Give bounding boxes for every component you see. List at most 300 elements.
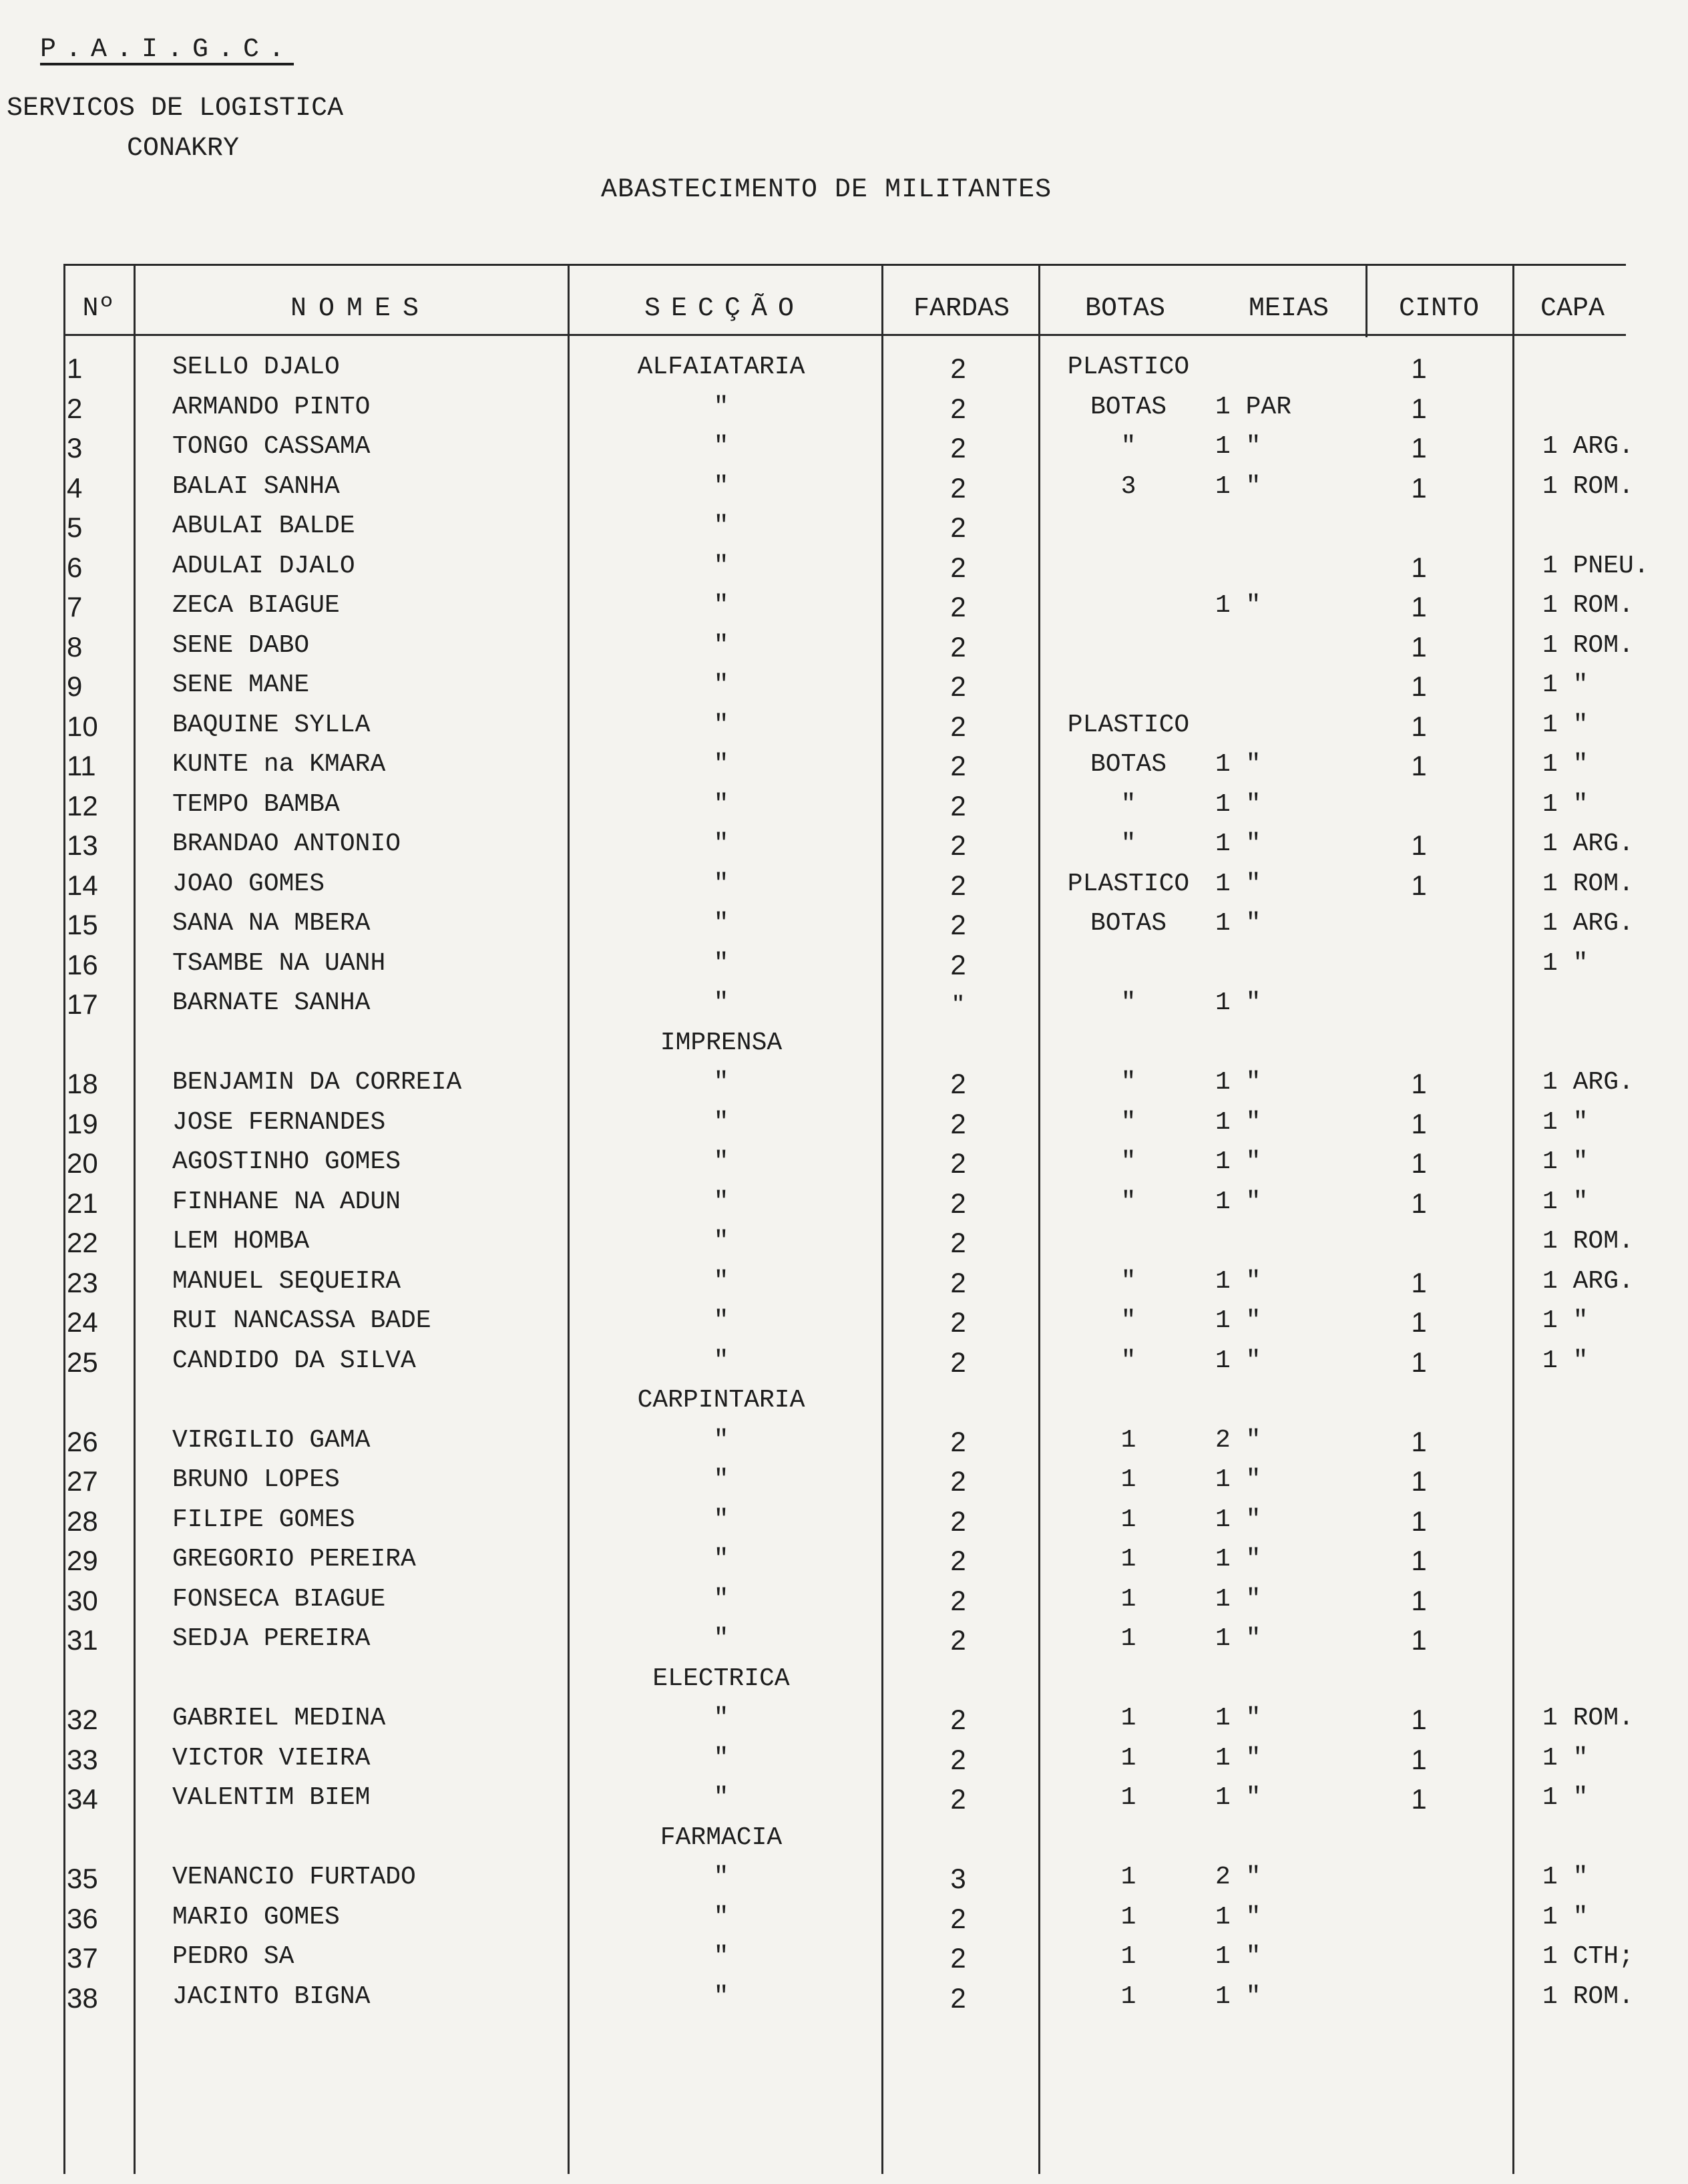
row-botas: "	[1120, 830, 1136, 858]
row-capa: 1 "	[1542, 1902, 1589, 1932]
row-number: 1	[67, 353, 83, 384]
row-capa: 1 ROM.	[1542, 1227, 1634, 1256]
row-name: BARNATE SANHA	[172, 988, 371, 1017]
table-row	[0, 432, 1688, 471]
row-name: LEM HOMBA	[172, 1227, 310, 1256]
row-capa: 1 "	[1542, 671, 1589, 699]
row-number: 9	[67, 671, 83, 702]
row-cinto: 1	[1411, 710, 1427, 742]
row-cinto: 1	[1411, 1068, 1427, 1099]
row-cinto: 1	[1411, 1704, 1427, 1735]
row-name: AGOSTINHO GOMES	[172, 1147, 401, 1176]
row-section: "	[713, 591, 729, 620]
table-row	[0, 909, 1688, 948]
row-name: ABULAI BALDE	[172, 512, 355, 540]
row-number: 24	[67, 1306, 98, 1338]
row-botas: 1	[1120, 1982, 1136, 2011]
row-number: 10	[67, 710, 98, 742]
table-row	[0, 671, 1688, 709]
row-fardas: 2	[950, 1425, 966, 1457]
row-fardas: 2	[950, 353, 966, 384]
row-fardas: 2	[950, 512, 966, 543]
row-capa: 1 "	[1542, 1743, 1589, 1773]
row-fardas: 2	[950, 1187, 966, 1219]
row-botas: BOTAS	[1090, 750, 1167, 779]
row-section: "	[713, 988, 729, 1017]
row-name: FONSECA BIAGUE	[172, 1584, 386, 1614]
row-name: SENE DABO	[172, 630, 310, 660]
row-fardas: 2	[950, 591, 966, 622]
row-fardas: "	[953, 988, 964, 1020]
row-fardas: 2	[950, 1942, 966, 1974]
row-cinto: 1	[1411, 1107, 1427, 1139]
row-capa: 1 "	[1542, 1107, 1589, 1137]
row-capa: 1 ROM.	[1542, 472, 1634, 501]
row-meias: 1 "	[1215, 591, 1261, 620]
row-fardas: 2	[950, 1584, 966, 1616]
row-meias: 1 "	[1215, 472, 1261, 501]
section-heading: ELECTRICA	[652, 1664, 790, 1693]
row-fardas: 2	[950, 1465, 966, 1497]
row-number: 14	[67, 869, 98, 901]
row-name: ZECA BIAGUE	[172, 591, 340, 620]
row-section: "	[713, 1624, 729, 1653]
row-fardas: 2	[950, 1068, 966, 1099]
row-botas: 1	[1120, 1465, 1136, 1494]
row-meias: 1 "	[1215, 750, 1261, 779]
row-number: 22	[67, 1227, 98, 1258]
row-fardas: 2	[950, 1704, 966, 1735]
row-cinto: 1	[1411, 1743, 1427, 1775]
row-section: "	[713, 1783, 729, 1812]
document-title: ABASTECIMENTO DE MILITANTES	[601, 175, 1052, 205]
row-capa: 1 ROM.	[1542, 1982, 1634, 2011]
row-botas: BOTAS	[1090, 392, 1167, 421]
row-number: 17	[67, 988, 98, 1020]
row-cinto: 1	[1411, 1584, 1427, 1616]
row-capa: 1 PNEU.	[1542, 551, 1649, 580]
row-capa: 1 ARG.	[1542, 1068, 1634, 1097]
col-header-fardas: FARDAS	[913, 294, 1010, 324]
table-row	[0, 790, 1688, 829]
table-row	[0, 1982, 1688, 2021]
row-name: BAQUINE SYLLA	[172, 710, 371, 739]
row-capa: 1 "	[1542, 948, 1589, 978]
row-number: 12	[67, 789, 98, 822]
row-name: RUI NANCASSA BADE	[172, 1306, 431, 1335]
row-capa: 1 ARG.	[1542, 1266, 1634, 1296]
row-fardas: 2	[950, 830, 966, 861]
table-row	[0, 1942, 1688, 1981]
row-fardas: 2	[950, 1783, 966, 1815]
row-section: "	[713, 1743, 729, 1773]
row-fardas: 2	[950, 671, 966, 702]
row-meias: 1 "	[1215, 1187, 1261, 1216]
row-fardas: 2	[950, 1227, 966, 1258]
row-botas: "	[1120, 1147, 1136, 1176]
table-row	[0, 1465, 1688, 1504]
row-capa: 1 "	[1542, 1863, 1589, 1891]
row-section: "	[713, 1147, 729, 1176]
row-botas: 1	[1120, 1783, 1136, 1812]
row-botas: 1	[1120, 1545, 1136, 1574]
row-name: VICTOR VIEIRA	[172, 1743, 371, 1773]
row-name: VIRGILIO GAMA	[172, 1425, 371, 1455]
row-section: "	[713, 789, 729, 819]
department-name: SERVICOS DE LOGISTICA	[7, 94, 344, 124]
row-meias: 1 "	[1215, 830, 1261, 858]
row-name: CANDIDO DA SILVA	[172, 1346, 416, 1375]
table-row	[0, 1346, 1688, 1385]
row-cinto: 1	[1411, 1465, 1427, 1497]
table-row	[0, 1227, 1688, 1266]
row-name: MARIO GOMES	[172, 1902, 340, 1932]
row-section: "	[713, 710, 729, 739]
row-section: "	[713, 1068, 729, 1097]
col-header-meias: MEIAS	[1248, 294, 1329, 324]
row-botas: "	[1120, 432, 1136, 461]
row-meias: 1 "	[1215, 1584, 1261, 1614]
row-number: 25	[67, 1346, 98, 1378]
row-number: 35	[67, 1863, 98, 1894]
row-capa: 1 "	[1542, 1147, 1589, 1176]
row-number: 18	[67, 1068, 98, 1099]
row-number: 29	[67, 1545, 98, 1576]
row-botas: 1	[1120, 1743, 1136, 1773]
row-number: 33	[67, 1743, 98, 1775]
row-capa: 1 "	[1542, 1783, 1589, 1812]
table-row	[0, 988, 1688, 1027]
row-cinto: 1	[1411, 353, 1427, 384]
row-number: 27	[67, 1465, 98, 1497]
row-capa: 1 "	[1542, 1306, 1589, 1335]
row-name: GABRIEL MEDINA	[172, 1704, 386, 1733]
row-meias: 1 "	[1215, 1624, 1261, 1653]
row-number: 5	[67, 512, 83, 543]
row-section: "	[713, 1107, 729, 1137]
table-row	[0, 870, 1688, 908]
row-fardas: 2	[950, 909, 966, 940]
row-name: FILIPE GOMES	[172, 1505, 355, 1534]
row-botas: 1	[1120, 1505, 1136, 1534]
row-cinto: 1	[1411, 1306, 1427, 1338]
row-number: 38	[67, 1982, 98, 2014]
row-cinto: 1	[1411, 1505, 1427, 1537]
table-row	[0, 1505, 1688, 1544]
row-botas: 1	[1120, 1425, 1136, 1455]
row-meias: 1 "	[1215, 1545, 1261, 1574]
row-botas: "	[1120, 1346, 1136, 1375]
row-name: PEDRO SA	[172, 1942, 294, 1971]
row-fardas: 2	[950, 630, 966, 663]
row-number: 34	[67, 1783, 98, 1815]
col-header-cinto: CINTO	[1398, 294, 1480, 324]
row-number: 7	[67, 591, 83, 622]
col-rule-meias	[1365, 264, 1367, 337]
row-botas: BOTAS	[1090, 909, 1167, 938]
row-cinto: 1	[1411, 750, 1427, 781]
row-meias: 1 "	[1215, 1107, 1261, 1137]
row-cinto: 1	[1411, 671, 1427, 702]
section-heading: FARMACIA	[660, 1823, 783, 1852]
row-botas: 1	[1120, 1584, 1136, 1614]
row-fardas: 2	[950, 789, 966, 822]
row-name: BENJAMIN DA CORREIA	[172, 1068, 462, 1097]
row-fardas: 2	[950, 1902, 966, 1934]
row-name: MANUEL SEQUEIRA	[172, 1266, 401, 1296]
row-capa: 1 ROM.	[1542, 630, 1634, 660]
table-row	[0, 1306, 1688, 1345]
row-section: "	[713, 1584, 729, 1614]
row-capa: 1 ROM.	[1542, 591, 1634, 620]
row-cinto: 1	[1411, 869, 1427, 901]
row-cinto: 1	[1411, 830, 1427, 861]
table-row	[0, 393, 1688, 431]
col-header-names: NOMES	[290, 294, 431, 324]
row-section: "	[713, 830, 729, 858]
row-cinto: 1	[1411, 1425, 1427, 1457]
row-name: TEMPO BAMBA	[172, 789, 340, 819]
row-name: VENANCIO FURTADO	[172, 1863, 416, 1891]
row-botas: 3	[1120, 472, 1136, 501]
row-section: "	[713, 1187, 729, 1216]
row-number: 31	[67, 1624, 98, 1656]
table-row	[0, 711, 1688, 749]
row-number: 11	[67, 750, 96, 781]
table-header-rule	[63, 334, 1626, 336]
row-number: 3	[67, 432, 83, 464]
row-number: 23	[67, 1266, 98, 1298]
table-row	[0, 830, 1688, 868]
row-meias: 1 "	[1215, 432, 1261, 461]
row-fardas: 2	[950, 1306, 966, 1338]
row-meias: 1 "	[1215, 1465, 1261, 1494]
table-row	[0, 1783, 1688, 1822]
row-cinto: 1	[1411, 630, 1427, 663]
table-top-rule	[63, 264, 1626, 266]
row-number: 2	[67, 392, 83, 424]
row-botas: "	[1120, 789, 1136, 819]
row-meias: 1 "	[1215, 909, 1261, 938]
section-heading: CARPINTARIA	[637, 1386, 805, 1415]
row-fardas: 2	[950, 869, 966, 901]
row-botas: 1	[1120, 1624, 1136, 1653]
row-meias: 2 "	[1215, 1425, 1261, 1455]
table-row	[0, 1704, 1688, 1743]
row-section: "	[713, 512, 729, 540]
row-name: TONGO CASSAMA	[172, 432, 371, 461]
row-meias: 1 "	[1215, 1306, 1261, 1335]
row-section: "	[713, 869, 729, 898]
row-cinto: 1	[1411, 1187, 1427, 1219]
row-botas: "	[1120, 1266, 1136, 1296]
row-name: BALAI SANHA	[172, 472, 340, 501]
row-capa: 1 "	[1542, 789, 1589, 819]
table-row	[0, 1624, 1688, 1663]
row-number: 8	[67, 630, 83, 663]
row-cinto: 1	[1411, 591, 1427, 622]
row-number: 6	[67, 551, 83, 583]
row-section: "	[713, 1346, 729, 1375]
table-row	[0, 512, 1688, 550]
row-botas: "	[1120, 1107, 1136, 1137]
row-capa: 1 ROM.	[1542, 869, 1634, 898]
row-section: "	[713, 909, 729, 938]
row-meias: 1 "	[1215, 1266, 1261, 1296]
row-fardas: 2	[950, 1346, 966, 1378]
row-botas: 1	[1120, 1902, 1136, 1932]
city-name: CONAKRY	[127, 134, 240, 164]
table-row	[0, 1147, 1688, 1186]
row-meias: 1 "	[1215, 1346, 1261, 1375]
row-fardas: 2	[950, 1147, 966, 1179]
row-meias: 1 "	[1215, 1505, 1261, 1534]
row-number: 4	[67, 472, 83, 504]
row-botas: "	[1120, 1306, 1136, 1335]
row-capa: 1 "	[1542, 1187, 1589, 1216]
row-meias: 1 "	[1215, 1942, 1261, 1971]
row-section: "	[713, 1227, 729, 1256]
row-name: JOAO GOMES	[172, 869, 325, 898]
row-meias: 2 "	[1215, 1863, 1261, 1891]
col-header-section: SECÇÃO	[644, 294, 805, 324]
row-capa: 1 ROM.	[1542, 1704, 1634, 1733]
row-fardas: 2	[950, 1107, 966, 1139]
table-row	[0, 472, 1688, 511]
table-row	[0, 1744, 1688, 1783]
row-number: 15	[67, 909, 98, 940]
row-botas: 1	[1120, 1704, 1136, 1733]
row-capa: 1 ARG.	[1542, 432, 1634, 461]
row-section: "	[713, 671, 729, 699]
row-capa: 1 "	[1542, 750, 1589, 779]
row-name: SENE MANE	[172, 671, 310, 699]
row-fardas: 2	[950, 948, 966, 980]
row-fardas: 3	[950, 1863, 966, 1894]
row-section: "	[713, 1942, 729, 1971]
row-meias: 1 "	[1215, 1147, 1261, 1176]
row-name: ARMANDO PINTO	[172, 392, 371, 421]
row-number: 21	[67, 1187, 98, 1219]
row-number: 32	[67, 1704, 98, 1735]
row-cinto: 1	[1411, 432, 1427, 464]
col-header-capa: CAPA	[1540, 294, 1605, 324]
row-botas: 1	[1120, 1863, 1136, 1891]
row-name: SANA NA MBERA	[172, 909, 371, 938]
table-row	[0, 353, 1688, 391]
row-section: "	[713, 551, 729, 580]
row-fardas: 2	[950, 750, 966, 781]
row-fardas: 2	[950, 472, 966, 504]
table-row	[0, 631, 1688, 670]
row-botas: "	[1120, 1068, 1136, 1097]
row-name: TSAMBE NA UANH	[172, 948, 386, 978]
row-meias: 1 "	[1215, 1902, 1261, 1932]
row-fardas: 2	[950, 551, 966, 583]
row-meias: 1 "	[1215, 1704, 1261, 1733]
col-header-botas: BOTAS	[1084, 294, 1166, 324]
table-row	[0, 1545, 1688, 1584]
row-meias: 1 "	[1215, 1982, 1261, 2011]
row-botas: PLASTICO	[1067, 869, 1190, 898]
row-number: 26	[67, 1425, 98, 1457]
row-section: "	[713, 1306, 729, 1335]
row-name: BRUNO LOPES	[172, 1465, 340, 1494]
row-fardas: 2	[950, 1982, 966, 2014]
row-number: 20	[67, 1147, 98, 1179]
row-number: 37	[67, 1942, 98, 1974]
row-meias: 1 "	[1215, 1743, 1261, 1773]
row-botas: PLASTICO	[1067, 710, 1190, 739]
row-fardas: 2	[950, 432, 966, 464]
row-section: "	[713, 1902, 729, 1932]
row-fardas: 2	[950, 392, 966, 424]
row-capa: 1 ARG.	[1542, 909, 1634, 938]
row-name: GREGORIO PEREIRA	[172, 1545, 416, 1574]
row-fardas: 2	[950, 1743, 966, 1775]
row-section: "	[713, 392, 729, 421]
table-row	[0, 949, 1688, 988]
row-capa: 1 CTH;	[1542, 1942, 1634, 1971]
org-acronym: P.A.I.G.C.	[40, 35, 294, 65]
row-number: 13	[67, 830, 98, 861]
row-section: "	[713, 1982, 729, 2011]
table-row	[0, 552, 1688, 590]
table-row	[0, 1585, 1688, 1624]
row-cinto: 1	[1411, 1266, 1427, 1298]
row-cinto: 1	[1411, 472, 1427, 504]
table-row	[0, 1188, 1688, 1226]
row-section: "	[713, 948, 729, 978]
row-name: SELLO DJALO	[172, 353, 340, 381]
row-section: "	[713, 630, 729, 660]
row-botas: PLASTICO	[1067, 353, 1190, 381]
col-header-num: Nº	[82, 294, 115, 324]
row-section: "	[713, 1266, 729, 1296]
section-heading: IMPRENSA	[660, 1028, 783, 1057]
row-section: "	[713, 1704, 729, 1733]
row-meias: 1 "	[1215, 1783, 1261, 1812]
row-number: 16	[67, 948, 98, 980]
row-name: VALENTIM BIEM	[172, 1783, 371, 1812]
table-row	[0, 1068, 1688, 1107]
row-fardas: 2	[950, 1545, 966, 1576]
row-name: JACINTO BIGNA	[172, 1982, 371, 2011]
table-row	[0, 1267, 1688, 1306]
row-capa: 1 "	[1542, 710, 1589, 739]
table-row	[0, 1863, 1688, 1901]
row-botas: "	[1120, 1187, 1136, 1216]
row-number: 30	[67, 1584, 98, 1616]
row-meias: 1 "	[1215, 1068, 1261, 1097]
row-cinto: 1	[1411, 1346, 1427, 1378]
row-section: "	[713, 1465, 729, 1494]
row-section: "	[713, 1505, 729, 1534]
row-number: 19	[67, 1107, 98, 1139]
row-cinto: 1	[1411, 551, 1427, 583]
row-botas: "	[1120, 988, 1136, 1017]
row-number: 36	[67, 1902, 98, 1934]
row-meias: 1 "	[1215, 789, 1261, 819]
row-number: 28	[67, 1505, 98, 1537]
row-fardas: 2	[950, 710, 966, 742]
row-section: "	[713, 1545, 729, 1574]
row-capa: 1 ARG.	[1542, 830, 1634, 858]
row-section: "	[713, 472, 729, 501]
row-botas: 1	[1120, 1942, 1136, 1971]
row-cinto: 1	[1411, 1147, 1427, 1179]
row-section: "	[713, 432, 729, 461]
